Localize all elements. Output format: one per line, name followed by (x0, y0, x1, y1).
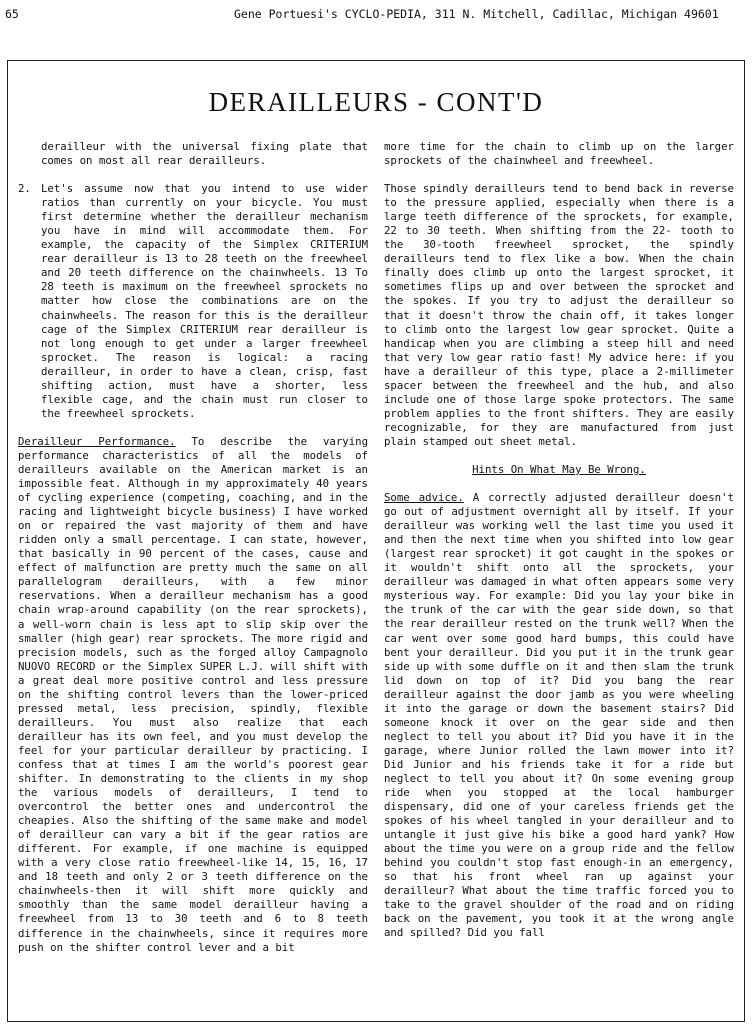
spindly-derailleurs-paragraph: Those spindly derailleurs tend to bend back in reverse to the pressure applied, especially when there is a large teeth difference of the sprockets, for example, 22 to 30 teeth. When shifting from the 22- tooth to the 30-tooth freewheel sprocket, the spindly derailleurs tend to flex like a bow. When the chain finally does climb up onto the largest sprocket, it sometimes flips up and over between the sprocket and the spokes. If you try to adjust the derailleur so that it doesn't throw the chain off, it takes longer to climb onto the largest low gear sprocket. Quite a handicap when you are climbing a steep hill and need that very low gear ratio fast! My advice here: if you have a derailleur of this type, place a 2-millimeter spacer between the freewheel and the hub, and also include one of those large spoke protectors. The same problem applies to the front shifters. They are easily recognizable, for they are manufactured from just plain stamped out sheet metal. (384, 182, 734, 448)
performance-paragraph (18, 435, 368, 955)
item-text: Let's assume now that you intend to use wider ratios than currently on your bicycle. You must first determine whether the derailleur mechanism you have in mind will accommodate them. For example, the capacity of the Simplex CRITERIUM rear derailleur is 13 to 28 teeth on the freewheel and 20 teeth difference on the chainwheels. 13 To 28 teeth is maximum on the freewheel sprockets no matter how close the combinations are on the chainwheels. The reason for this is the derailleur cage of the Simplex CRITERIUM rear derailleur is not long enough to get under a larger freewheel sprocket. The reason is logical: a racing derailleur, in order to have a clean, crisp, fast shifting action, must have a shorter, less flexible cage, and the chain must run closer to the freewheel sprockets. (41, 182, 368, 420)
running-header: Gene Portuesi's CYCLO-PEDIA, 311 N. Mitchell, Cadillac, Michigan 49601 (234, 7, 719, 21)
left-column (18, 140, 368, 969)
performance-text: To describe the varying performance characteristics of all the models of derailleurs available on the American market is an impossible feat. Although in my approximately 40 years of cycling experience (competing, coaching, and in the racing and lightweight bicycle business) I have worked on or repaired the vast majority of them and have ridden only a small percentage. I can state, however, that basically in 90 percent of the cases, cause and effect of malfunction are pretty much the same on all parallelogram derailleurs, with a few minor reservations. When a derailleur mechanism has a good chain wrap-around capability (on the rear sprockets), a well-worn chain is less apt to slip skip over the smaller (high gear) rear sprockets. The more rigid and precision models, such as the forged alloy Campagnolo NUOVO RECORD or the Simplex SUPER L.J. will shift with a great deal more positive control and less pressure on the shifting control levers than the lower-priced pressed metal, less precision, spindly, flexible derailleurs. You must also realize that each derailleur has its own feel, and you must develop the feel for your particular derailleur by practicing. I confess that at times I am the world's poorest gear shifter. In demonstrating to the clients in my shop the various models of derailleurs, I tend to overcontrol the better ones and undercontrol the cheapies. Also the shifting of the same make and model of derailleur can vary a bit if the gear ratios are different. For example, if one machine is equipped with a very close ratio freewheel-like 14, 15, 16, 17 and 18 teeth and only 2 or 3 teeth difference on the chainwheels-then it will shift more quickly and smoothly than the same model derailleur having a freewheel from 13 to 30 teeth and 6 to 8 teeth difference in the chainwheels, since it requires more push on the shifter control lever and a bit (18, 434, 368, 954)
performance-lead: Derailleur Performance. (18, 434, 176, 448)
continuation-paragraph: derailleur with the universal fixing plate that comes on most all rear derailleurs. (41, 140, 368, 168)
item-number: 2. (18, 182, 31, 196)
page-number: 65 (5, 7, 19, 21)
article-frame (7, 60, 745, 1022)
page-title: DERAILLEURS - CONT'D (208, 87, 544, 117)
advice-paragraph (384, 491, 734, 941)
section-heading: Hints On What May Be Wrong. (472, 462, 646, 476)
continuation-paragraph-right: more time for the chain to climb up on the larger sprockets of the chainwheel and freewheel. (384, 140, 734, 168)
advice-text: A correctly adjusted derailleur doesn't go out of adjustment overnight all by itself. If your derailleur was working well the last time you used it and then the next time when you shifted into low gear (largest rear sprocket) it got caught in the spokes or it wouldn't shift onto all the sprockets, your derailleur was damaged in what often appears some very mysterious way. For example: Did you lay your bike in the trunk of the car with the gear side down, so that the rear derailleur rested on the trunk well? When the car went over some good hard bumps, this could have bent your derailleur. Did you put it in the trunk gear side up with some duffle on it and then slam the trunk lid down on top of it? Did you bang the rear derailleur against the door jamb as you were wheeling it into the garage or down the basement stairs? Did someone knock it over on the gear side and then neglect to tell you about it? Did you have it in the garage, where Junior rolled the lawn mower into it? Did Junior and his friends take it for a ride but neglect to tell you about it? On some evening group ride when you stopped at the local hamburger dispensary, did one of your careless friends get the spokes of his wheel tangled in your derailleur and to untangle it just give his bike a good hard yank? How about the time you were on a group ride and the fellow behind you couldn't stop fast enough-in an emergency, so that his front wheel ran up against your derailleur? What about the time traffic forced you to take to the gravel shoulder of the road and on riding back on the pavement, you took it at the wrong angle and spilled? Did you fall (384, 491, 734, 940)
advice-lead: Some advice. (384, 491, 464, 505)
right-column (384, 140, 734, 955)
numbered-item-2 (18, 182, 368, 421)
